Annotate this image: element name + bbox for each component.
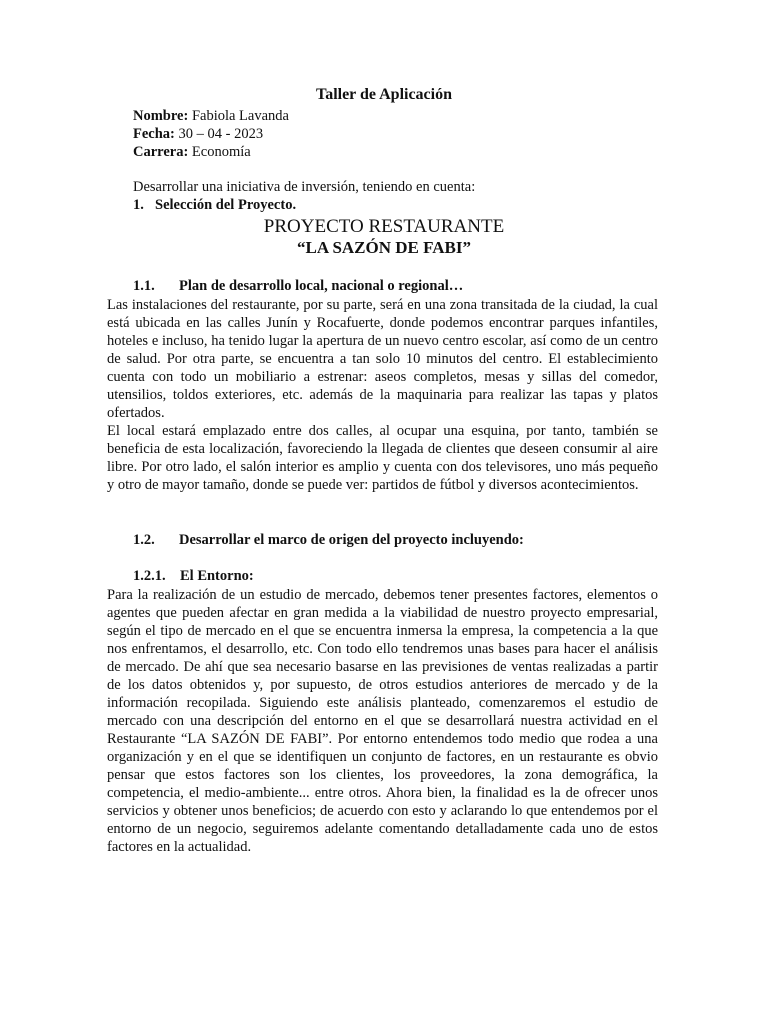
section-1-1-heading — [133, 278, 463, 295]
section-1-title: Selección del Proyecto. — [155, 197, 297, 213]
name-value: Fabiola Lavanda — [188, 108, 289, 124]
section-1-1-paragraph-1: Las instalaciones del restaurante, por su parte, será en una zona transitada de la ciudad, la cual está ubicada en las calles Junín y Rocafuerte, donde podemos encontrar parques infantiles, hoteles e incluso, ha tenido lugar la apertura de un nuevo centro escolar, así como de un centro de salud. Por otra parte, se encuentra a tan solo 10 minutos del centro. El establecimiento cuenta con todo un mobiliario a estrenar: aseos completos, mesas y sillas del comedor, utensilios, toldos exteriores, etc. además de la maquinaria para realizar las tapas y platos ofertados. — [107, 297, 658, 421]
section-1-1-number: 1.1. — [133, 278, 155, 294]
career-line — [133, 144, 251, 161]
intro-text: Desarrollar una iniciativa de inversión, teniendo en cuenta: — [133, 179, 476, 195]
date-line — [133, 126, 263, 143]
section-1-2-1-paragraph: Para la realización de un estudio de mercado, debemos tener presentes factores, elementos o agentes que pueden afectar en gran medida a la viabilidad de nuestro proyecto empresarial, según el tipo de mercado en el que se encuentra inmersa la empresa, la competencia a la que nos enfrentamos, el desarrollo, etc. Con todo ello tendremos unas bases para hacer el análisis de mercado. De ahí que sea necesario basarse en las previsiones de ventas realizadas a partir de los datos obtenidos y, por supuesto, de otros estudios anteriores de mercado y de la información recopilada. Siguiendo este análisis planteado, comenzaremos el estudio de mercado con una descripción del entorno en el que se desarrollará nuestra actividad en el Restaurante “LA SAZÓN DE FABI”. Por entorno entendemos todo medio que rodea a una organización y en el que se identifiquen un conjunto de factores, en un restaurante es obvio pensar que estos factores son los clientes, los proveedores, la zona demográfica, la competencia, el medio-ambiente... entre otros. Ahora bien, la finalidad es la de ofrecer unos servicios y obtener unos beneficios; de acuerdo con esto y aclarando lo que entendemos por el entorno de un negocio, seguiremos adelante comentando detalladamente cada uno de estos factores en la actualidad. — [107, 587, 658, 855]
section-1-2-number: 1.2. — [133, 532, 155, 548]
career-value: Economía — [188, 144, 251, 160]
section-1-2-heading — [133, 532, 524, 549]
project-title: PROYECTO RESTAURANTE — [263, 216, 505, 237]
section-1-2-1-number: 1.2.1. — [133, 568, 166, 584]
section-1-number: 1. — [133, 197, 144, 213]
date-label: Fecha: — [133, 126, 175, 142]
name-line — [133, 108, 289, 125]
document-title: Taller de Aplicación — [315, 86, 452, 103]
date-value: 30 – 04 - 2023 — [174, 126, 264, 142]
section-1-2-title: Desarrollar el marco de origen del proyecto incluyendo: — [179, 532, 524, 548]
section-1-heading — [133, 197, 296, 214]
section-1-2-1-heading — [133, 568, 254, 585]
career-label: Carrera: — [133, 144, 189, 160]
section-1-1-paragraph-2: El local estará emplazado entre dos calles, al ocupar una esquina, por tanto, también se beneficia de esta localización, favoreciendo la llegada de clientes que deseen consumir al aire libre. Por otro lado, el salón interior es amplio y cuenta con dos televisores, uno más pequeño y otro de mayor tamaño, donde se puede ver: partidos de fútbol y diversos acontecimientos. — [107, 423, 658, 493]
name-label: Nombre: — [133, 108, 189, 124]
section-1-2-1-title: El Entorno: — [180, 568, 254, 584]
section-1-1-title: Plan de desarrollo local, nacional o regional… — [179, 278, 464, 294]
project-subtitle: “LA SAZÓN DE FABI” — [297, 238, 471, 257]
